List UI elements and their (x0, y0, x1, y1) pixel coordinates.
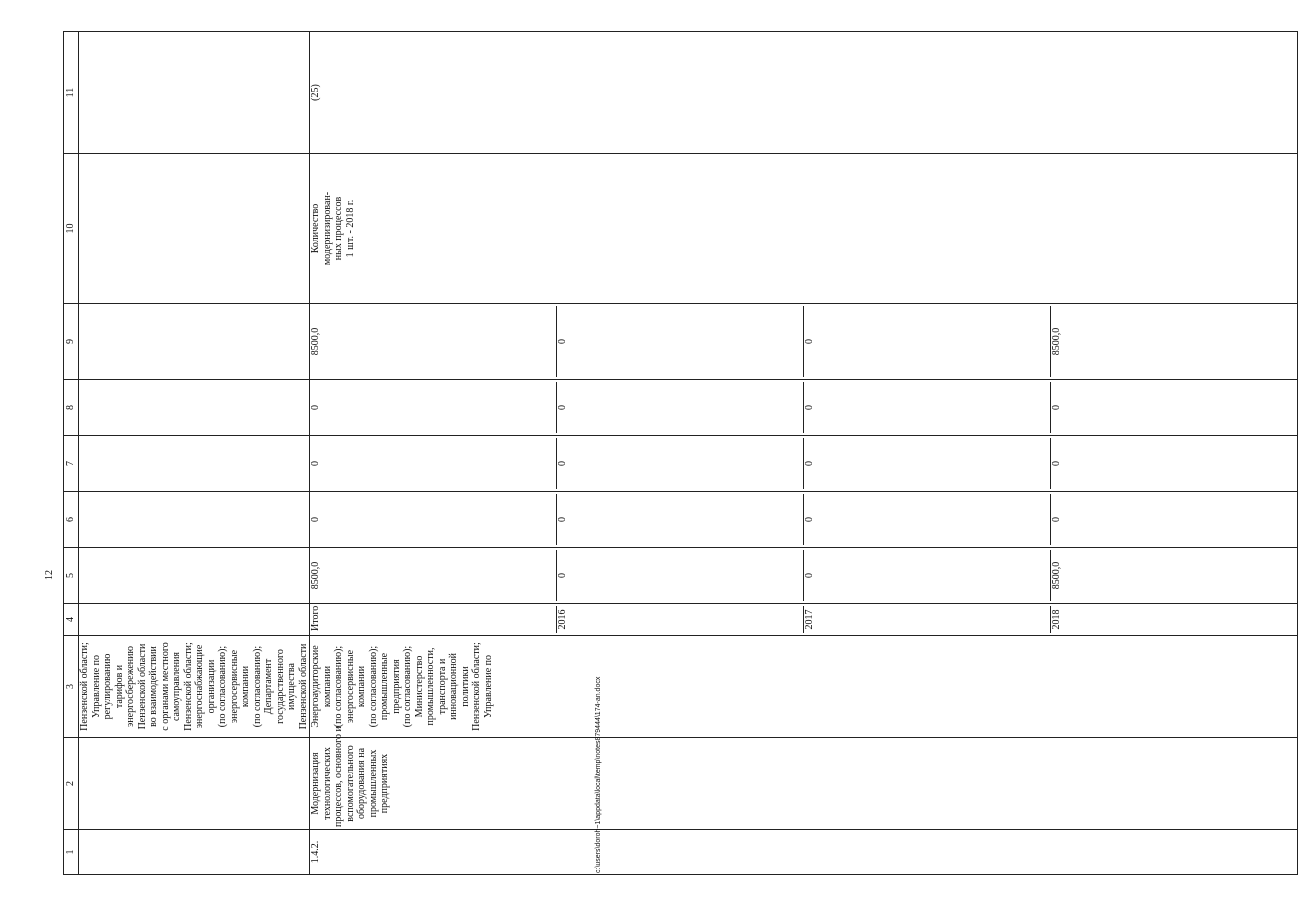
executor-line: самоуправления (171, 651, 182, 722)
funding-value: 0 (804, 550, 1051, 601)
col-header-10: 10 (64, 154, 79, 304)
col-header-3: 3 (64, 636, 79, 738)
measure-name-line: процессов, основного и (333, 726, 344, 827)
executor-line: тарифов и (113, 664, 125, 709)
years-subtable (310, 606, 1297, 633)
executor-line: энергосервисные (228, 649, 240, 724)
executor-line: компании (356, 665, 367, 708)
funding-value: 0 (557, 494, 804, 545)
executor-line: (по согласованию); (217, 645, 228, 728)
page-number: 12 (44, 570, 55, 580)
measure-number: 1.4.2. (310, 830, 1298, 875)
executor-line: Пензенской области (136, 643, 148, 730)
funding-value: 0 (804, 382, 1051, 433)
funding-value: 0 (557, 382, 804, 433)
col-header-7: 7 (64, 436, 79, 492)
executor-line: (по согласованию); (402, 645, 413, 728)
executor-line: компании (240, 665, 251, 708)
years-cell (310, 604, 1298, 636)
executor-line: Пензенской области (297, 643, 309, 730)
executor-line: Пензенской области; (182, 642, 194, 731)
executor-line: Департамент (263, 658, 274, 715)
funding-value: 0 (310, 517, 321, 522)
funding-value: 0 (804, 306, 1051, 377)
measure-name-line: Модернизация (310, 752, 321, 815)
indicator-line: модернизирован- (321, 191, 333, 266)
executor-line: регулированию (102, 653, 113, 720)
col-header-4: 4 (64, 604, 79, 636)
executor-line: транспорта и (436, 658, 448, 715)
year-label: Итого (310, 605, 321, 631)
funding-value: 0 (557, 306, 804, 377)
executor-line: (по согласованию); (251, 645, 263, 728)
executor-line: Управление по (90, 655, 102, 719)
executor-line: имущества (286, 663, 297, 710)
year-label: 2017 (804, 606, 1051, 633)
indicator-ref-cell: (25) (310, 32, 1298, 154)
funding-value: 0 (310, 461, 321, 466)
col-header-11: 11 (64, 32, 79, 154)
executors-cell (310, 636, 1298, 738)
measure-name-line: вспомогательного (344, 745, 356, 822)
executor-line: Пензенской области; (471, 642, 482, 731)
executors-cell (79, 636, 310, 738)
table-row-1-4-2 (310, 32, 1298, 875)
executor-line: (по согласованию); (333, 645, 344, 728)
year-label: 2016 (557, 606, 804, 633)
executor-line: политики (459, 666, 471, 707)
funding-col9-cell (310, 304, 1298, 380)
col-header-8: 8 (64, 380, 79, 436)
indicator-line: Количество (310, 203, 321, 254)
funding-total-cell (310, 548, 1298, 604)
file-path-footer: c:\users\doroh~1\appdata\local\temp\notes879444\174-an.docx (595, 676, 602, 873)
executor-line: Энергоаудиторские (310, 645, 321, 728)
measure-name-line: оборудования на (356, 747, 367, 820)
executor-line: Министерство (413, 655, 425, 718)
indicator-line: ных процессов (333, 196, 344, 261)
executor-line: Пензенской области; (79, 642, 90, 731)
funding-value: 0 (1051, 438, 1298, 489)
funding-value: 8500,0 (1051, 306, 1298, 377)
funding-value: 8500,0 (310, 327, 321, 356)
funding-value: 0 (557, 438, 804, 489)
executor-line: организации (205, 659, 217, 714)
executor-line: государственного (274, 649, 286, 724)
col-header-1: 1 (64, 830, 79, 875)
measure-name-line: технологических (321, 747, 333, 820)
program-measures-table (63, 31, 1298, 875)
executor-line: промышленные (379, 652, 390, 721)
executor-line: энергоснабжающие (194, 644, 205, 729)
indicator-cell (310, 154, 1298, 304)
funding-value: 0 (310, 405, 321, 410)
funding-value: 0 (1051, 382, 1298, 433)
executor-line: предприятия (390, 659, 402, 714)
funding-col8-cell (310, 380, 1298, 436)
executor-line: инновационной (448, 653, 459, 720)
executor-line: энергосбережению (125, 646, 136, 727)
measure-name-line: предприятиях (379, 753, 390, 814)
measure-name-line: промышленных (367, 749, 379, 818)
executor-line: компании (321, 665, 333, 708)
funding-value: 0 (804, 494, 1051, 545)
funding-value: 8500,0 (1051, 550, 1298, 601)
funding-value: 0 (1051, 494, 1298, 545)
executor-line: промышленности, (425, 647, 436, 726)
executor-line: Управление по (482, 655, 494, 719)
funding-col6-cell (310, 492, 1298, 548)
col-header-6: 6 (64, 492, 79, 548)
executor-line: (по согласованию); (367, 645, 379, 728)
funding-col7-cell (310, 436, 1298, 492)
year-label: 2018 (1051, 606, 1298, 633)
executor-line: во взаимодействии (148, 646, 159, 727)
funding-value: 0 (557, 550, 804, 601)
table-row-continuation (79, 32, 310, 875)
executor-line: энергосервисные (344, 649, 356, 724)
indicator-line: 1 шт. - 2018 г. (344, 199, 356, 258)
funding-value: 0 (804, 438, 1051, 489)
executor-line: с органами местного (159, 642, 171, 731)
col-header-2: 2 (64, 738, 79, 830)
col-header-5: 5 (64, 548, 79, 604)
funding-value: 8500,0 (310, 561, 321, 590)
column-number-row (64, 32, 79, 875)
col-header-9: 9 (64, 304, 79, 380)
